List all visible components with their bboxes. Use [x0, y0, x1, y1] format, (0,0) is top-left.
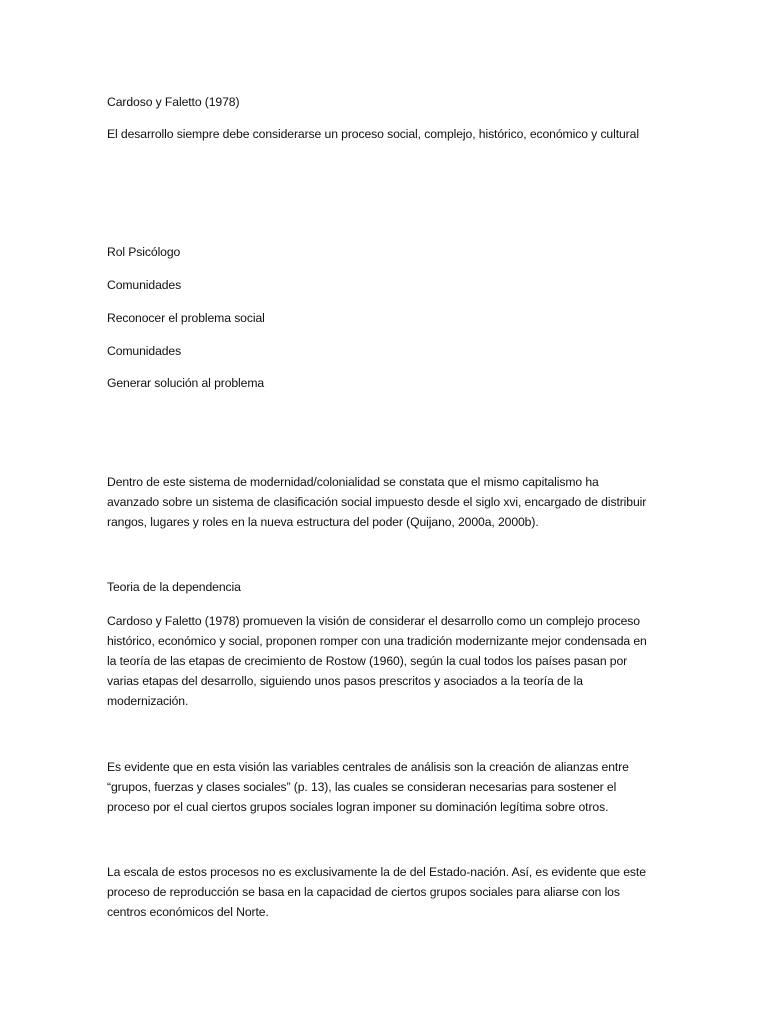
- parrafo-dependencia: Cardoso y Faletto (1978) promueven la visión de considerar el desarrollo como un complejo proceso histórico, económico y social, proponen romper con una tradición modernizante mejor condensada en la teoría de las etapas de crecimiento de Rostow (1960), según la cual todos los países pasan por varias etapas del desarrollo, siguiendo unos pasos prescritos y asociados a la teoría de la modernización.: [107, 614, 647, 708]
- quote-desarrollo: El desarrollo siempre debe considerarse un proceso social, complejo, histórico, económico y cultural: [107, 127, 639, 141]
- comunidades-first: Comunidades: [107, 278, 182, 292]
- titulo-dependencia: Teoria de la dependencia: [107, 580, 241, 594]
- reconocer-problema: Reconocer el problema social: [107, 311, 265, 325]
- comunidades-second: Comunidades: [107, 344, 182, 358]
- parrafo-alianzas: Es evidente que en esta visión las variables centrales de análisis son la creación de alianzas entre “grupos, fuerzas y clases sociales” (p. 13), las cuales se consideran necesarias para sostener el proceso por el cual ciertos grupos sociales logran imponer su dominación legítima sobre otros.: [107, 760, 629, 814]
- parrafo-escala: La escala de estos procesos no es exclusivamente la de del Estado-nación. Así, es evidente que este proceso de reproducción se basa en la capacidad de ciertos grupos sociales para aliarse con los centros económicos del Norte.: [107, 865, 646, 919]
- rol-psicologo: Rol Psicólogo: [107, 245, 181, 259]
- generar-solucion: Generar solución al problema: [107, 376, 265, 390]
- parrafo-modernidad: Dentro de este sistema de modernidad/colonialidad se constata que el mismo capitalismo ha avanzado sobre un sistema de clasificación social impuesto desde el siglo xvi, encargado de distribuir rangos, lugares y roles en la nueva estructura del poder (Quijano, 2000a, 2000b).: [107, 475, 647, 529]
- heading-citation: Cardoso y Faletto (1978): [107, 95, 240, 109]
